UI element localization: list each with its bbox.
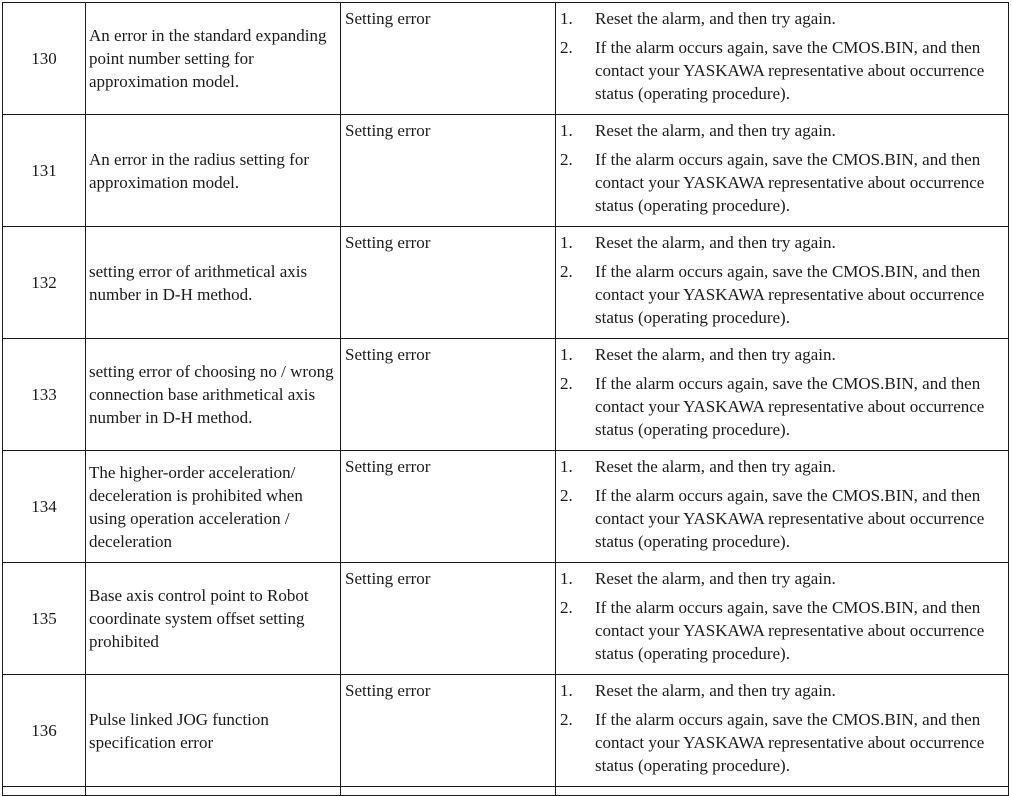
remedy-step-number: 1. [560, 569, 573, 588]
alarm-code: 131 [3, 115, 86, 227]
remedy-step-number: 2. [560, 598, 573, 617]
remedy-step-text: Reset the alarm, and then try again. [595, 569, 836, 588]
remedy-list [560, 679, 1000, 777]
remedy-step [560, 343, 1000, 366]
remedy-step-text: If the alarm occurs again, save the CMOS.BIN, and then contact your YASKAWA representative about occurrence status (operating procedure). [595, 598, 985, 663]
alarm-code: 136 [3, 675, 86, 787]
remedy-step-number: 2. [560, 486, 573, 505]
empty-cell [86, 787, 341, 796]
remedy-list [560, 343, 1000, 441]
alarm-type: Setting error [341, 451, 556, 563]
remedy-step [560, 260, 1000, 329]
remedy-step [560, 567, 1000, 590]
alarm-type: Setting error [341, 227, 556, 339]
remedy-step-text: Reset the alarm, and then try again. [595, 9, 836, 28]
alarm-code: 135 [3, 563, 86, 675]
remedy-step-number: 1. [560, 9, 573, 28]
alarm-type: Setting error [341, 675, 556, 787]
alarm-remedy [556, 3, 1009, 115]
empty-cell [556, 787, 1009, 796]
alarm-code: 130 [3, 3, 86, 115]
remedy-step-text: If the alarm occurs again, save the CMOS.BIN, and then contact your YASKAWA representative about occurrence status (operating procedure). [595, 38, 985, 103]
remedy-step-text: If the alarm occurs again, save the CMOS.BIN, and then contact your YASKAWA representative about occurrence status (operating procedure). [595, 486, 985, 551]
remedy-step-text: Reset the alarm, and then try again. [595, 121, 836, 140]
remedy-step [560, 372, 1000, 441]
remedy-list [560, 567, 1000, 665]
alarm-type: Setting error [341, 115, 556, 227]
remedy-step [560, 708, 1000, 777]
remedy-step-text: Reset the alarm, and then try again. [595, 345, 836, 364]
alarm-description: setting error of arithmetical axis number in D-H method. [86, 227, 341, 339]
alarm-description: An error in the standard expanding point number setting for approximation model. [86, 3, 341, 115]
remedy-list [560, 455, 1000, 553]
alarm-code: 134 [3, 451, 86, 563]
remedy-step [560, 596, 1000, 665]
alarm-description: setting error of choosing no / wrong connection base arithmetical axis number in D-H method. [86, 339, 341, 451]
alarm-code: 133 [3, 339, 86, 451]
remedy-step-text: If the alarm occurs again, save the CMOS.BIN, and then contact your YASKAWA representative about occurrence status (operating procedure). [595, 710, 985, 775]
table-row [3, 563, 1009, 675]
remedy-list [560, 231, 1000, 329]
alarm-remedy [556, 339, 1009, 451]
remedy-step [560, 679, 1000, 702]
remedy-step-number: 2. [560, 150, 573, 169]
table-row-partial [3, 787, 1009, 796]
remedy-step [560, 148, 1000, 217]
table-row [3, 451, 1009, 563]
alarm-type: Setting error [341, 563, 556, 675]
remedy-step-text: Reset the alarm, and then try again. [595, 233, 836, 252]
remedy-step-number: 2. [560, 38, 573, 57]
remedy-step-text: Reset the alarm, and then try again. [595, 681, 836, 700]
table-row [3, 675, 1009, 787]
alarm-description: An error in the radius setting for approximation model. [86, 115, 341, 227]
remedy-step-number: 1. [560, 345, 573, 364]
table-row [3, 115, 1009, 227]
remedy-step-text: Reset the alarm, and then try again. [595, 457, 836, 476]
alarm-remedy [556, 227, 1009, 339]
alarm-remedy [556, 451, 1009, 563]
remedy-step-number: 1. [560, 457, 573, 476]
empty-cell [341, 787, 556, 796]
remedy-list [560, 119, 1000, 217]
remedy-step [560, 7, 1000, 30]
alarm-remedy [556, 563, 1009, 675]
alarm-description: Base axis control point to Robot coordinate system offset setting prohibited [86, 563, 341, 675]
alarm-table [2, 2, 1009, 796]
table-row [3, 339, 1009, 451]
alarm-table-body [3, 3, 1009, 796]
remedy-step-number: 2. [560, 262, 573, 281]
remedy-step-number: 1. [560, 681, 573, 700]
table-row [3, 3, 1009, 115]
alarm-description: The higher-order acceleration/ deceleration is prohibited when using operation acceleration / deceleration [86, 451, 341, 563]
remedy-step [560, 484, 1000, 553]
table-row [3, 227, 1009, 339]
remedy-step [560, 119, 1000, 142]
remedy-step [560, 36, 1000, 105]
alarm-type: Setting error [341, 339, 556, 451]
remedy-step [560, 231, 1000, 254]
remedy-list [560, 7, 1000, 105]
remedy-step-text: If the alarm occurs again, save the CMOS.BIN, and then contact your YASKAWA representative about occurrence status (operating procedure). [595, 150, 985, 215]
empty-cell [3, 787, 86, 796]
alarm-type: Setting error [341, 3, 556, 115]
remedy-step-number: 1. [560, 121, 573, 140]
alarm-remedy [556, 115, 1009, 227]
remedy-step-number: 2. [560, 374, 573, 393]
alarm-remedy [556, 675, 1009, 787]
remedy-step [560, 455, 1000, 478]
remedy-step-text: If the alarm occurs again, save the CMOS.BIN, and then contact your YASKAWA representative about occurrence status (operating procedure). [595, 374, 985, 439]
alarm-code: 132 [3, 227, 86, 339]
alarm-description: Pulse linked JOG function specification error [86, 675, 341, 787]
remedy-step-text: If the alarm occurs again, save the CMOS.BIN, and then contact your YASKAWA representative about occurrence status (operating procedure). [595, 262, 985, 327]
remedy-step-number: 1. [560, 233, 573, 252]
remedy-step-number: 2. [560, 710, 573, 729]
